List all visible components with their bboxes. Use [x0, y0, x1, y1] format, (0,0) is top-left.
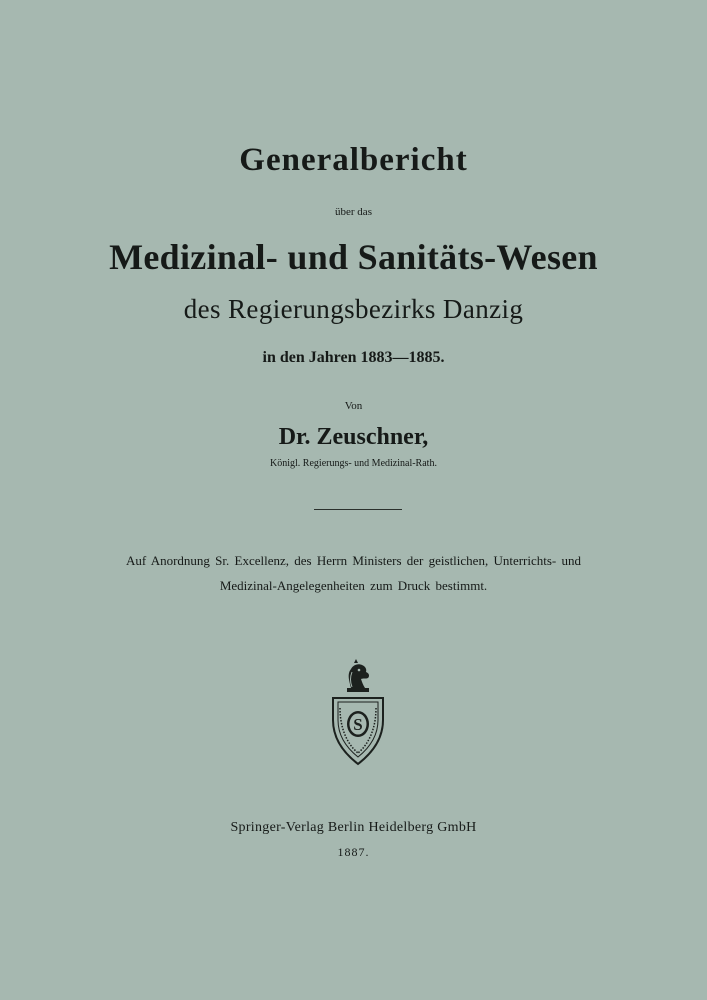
publisher-name: Springer-Verlag Berlin Heidelberg GmbH	[230, 820, 477, 835]
author-name: Dr. Zeuschner,	[278, 424, 429, 450]
by-label: Von	[344, 400, 363, 412]
title-connector: über das	[335, 206, 372, 218]
book-years: in den Jahren 1883—1885.	[262, 349, 445, 366]
book-title: Generalbericht	[239, 142, 468, 178]
printing-note-line-1: Auf Anordnung Sr. Excellenz, des Herrn Ministers der geistlichen, Unterrichts- und	[125, 553, 582, 568]
divider-rule	[314, 509, 402, 510]
author-role: Königl. Regierungs- und Medizinal-Rath.	[270, 458, 437, 469]
emblem-monogram: S	[353, 715, 363, 734]
springer-knight-emblem-icon	[325, 658, 391, 770]
book-region: des Regierungsbezirks Danzig	[183, 294, 524, 324]
printing-note-line-2: Medizinal-Angelegenheiten zum Druck bestimmt.	[219, 578, 488, 593]
publication-year: 1887.	[337, 845, 370, 859]
book-subject: Medizinal- und Sanitäts-Wesen	[109, 237, 598, 277]
